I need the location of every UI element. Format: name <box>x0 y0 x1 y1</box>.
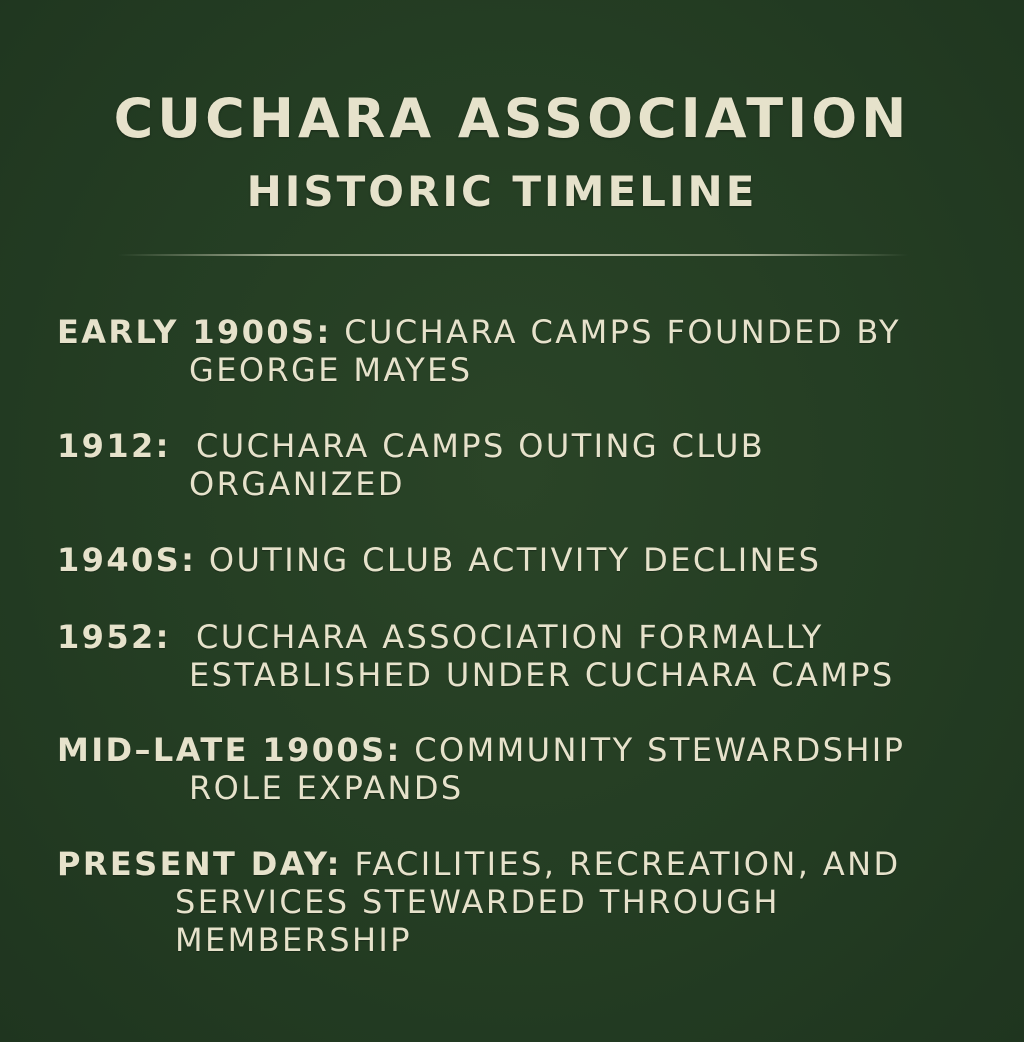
timeline-entry-early-1900s <box>57 313 977 389</box>
timeline-entry-label: 1940S: <box>57 541 197 579</box>
timeline-entry-1952 <box>57 618 977 694</box>
timeline-entry-text-continued: GEORGE MAYES <box>189 351 473 389</box>
timeline-entry-text: CUCHARA ASSOCIATION FORMALLY <box>170 618 824 656</box>
timeline-entry-present-day <box>57 845 977 959</box>
timeline-entry-1912 <box>57 427 977 503</box>
timeline-entry-text: OUTING CLUB ACTIVITY DECLINES <box>196 541 822 579</box>
timeline-entry-text-continued: ROLE EXPANDS <box>189 769 464 807</box>
timeline-entry-label: 1952: <box>57 618 171 656</box>
timeline-entry-text-continued: ESTABLISHED UNDER CUCHARA CAMPS <box>189 656 895 694</box>
timeline-entry-label: EARLY 1900S: <box>57 313 332 351</box>
timeline-entry-1940s <box>57 541 977 579</box>
timeline-entry-text-continued: SERVICES STEWARDED THROUGH <box>175 883 780 921</box>
timeline-entry-mid-late-1900s <box>57 731 977 807</box>
timeline-entry-text-continued: ORGANIZED <box>189 465 405 503</box>
page-title: CUCHARA ASSOCIATION <box>113 87 911 150</box>
timeline-entry-text: COMMUNITY STEWARDSHIP <box>401 731 906 769</box>
timeline-entry-text: FACILITIES, RECREATION, AND <box>341 845 901 883</box>
page-subtitle: HISTORIC TIMELINE <box>246 167 758 216</box>
timeline-entry-label: MID–LATE 1900S: <box>57 731 402 769</box>
title-divider <box>118 254 908 256</box>
timeline-entry-label: PRESENT DAY: <box>57 845 342 883</box>
timeline-entry-text-continued: MEMBERSHIP <box>175 921 412 959</box>
timeline-entry-label: 1912: <box>57 427 171 465</box>
timeline-entry-text: CUCHARA CAMPS FOUNDED BY <box>331 313 901 351</box>
timeline-entry-text: CUCHARA CAMPS OUTING CLUB <box>170 427 766 465</box>
